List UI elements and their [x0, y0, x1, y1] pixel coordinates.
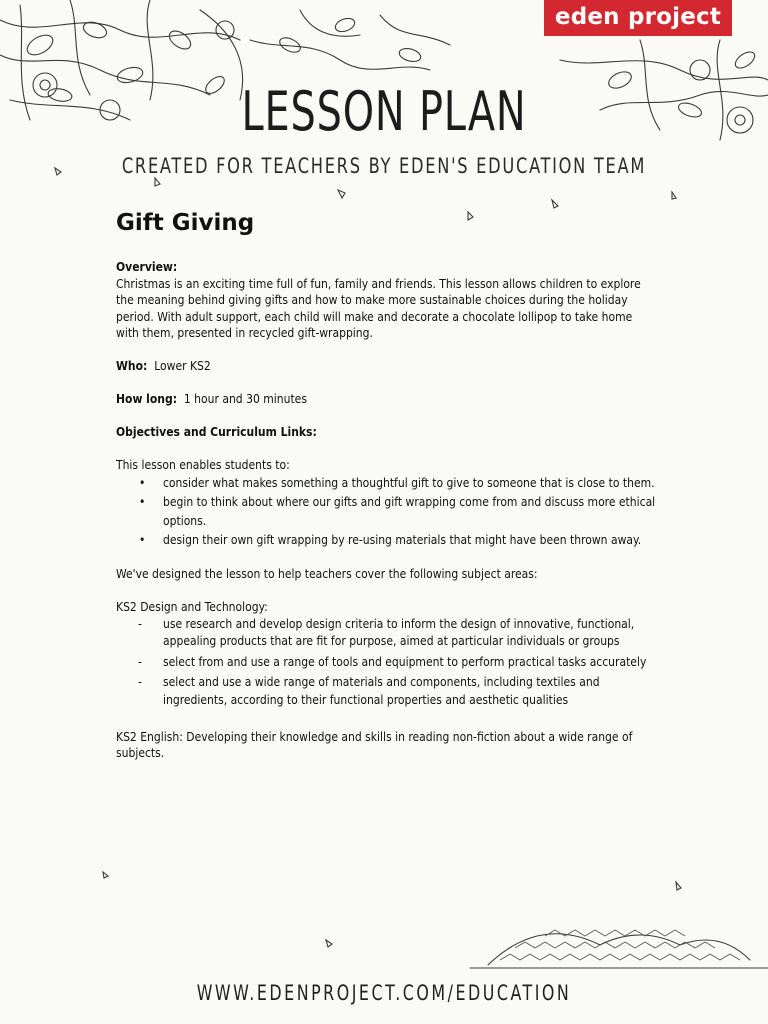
who-line	[116, 358, 656, 375]
list-item: - select from and use a range of tools and equipment to perform practical tasks accurately	[138, 654, 647, 669]
objectives-list	[116, 474, 656, 550]
eden-project-logo: eden project	[544, 0, 732, 36]
dt-heading: KS2 Design and Technology:	[116, 600, 268, 614]
objectives-heading: Objectives and Curriculum Links:	[116, 425, 317, 439]
page-subtitle: CREATED FOR TEACHERS BY EDEN'S EDUCATION TEAM	[121, 154, 647, 178]
who-value: Lower KS2	[154, 359, 211, 373]
how-long-label: How long:	[116, 392, 178, 406]
enables-intro: This lesson enables students to:	[116, 458, 290, 472]
overview-label: Overview:	[116, 260, 178, 274]
list-item: - select and use a wide range of materials and components, including textiles and ingredients, according to their functional properties and aesthetic qualities	[138, 675, 600, 707]
list-item: • consider what makes something a thoughtful gift to give to someone that is close to them.	[139, 475, 655, 490]
list-item: - use research and develop design criteria to inform the design of innovative, functional, appealing products that are fit for purpose, aimed at particular individuals or groups	[138, 616, 635, 648]
list-item: • begin to think about where our gifts and gift wrapping come from and discuss more ethical options.	[139, 494, 656, 528]
lesson-content	[116, 205, 656, 762]
lesson-name: Gift Giving	[116, 210, 255, 236]
footer-url[interactable]: WWW.EDENPROJECT.COM/EDUCATION	[196, 981, 572, 1005]
subjects-intro: We've designed the lesson to help teachers cover the following subject areas:	[116, 567, 538, 581]
how-long-value: 1 hour and 30 minutes	[183, 392, 307, 406]
list-item: • design their own gift wrapping by re-using materials that might have been thrown away.	[139, 532, 642, 547]
dt-list	[116, 616, 656, 710]
page-title: LESSON PLAN	[241, 80, 527, 143]
english-text: KS2 English: Developing their knowledge and skills in reading non-fiction about a wide range of subjects.	[116, 729, 633, 760]
how-long-line	[116, 391, 656, 408]
overview-text: Christmas is an exciting time full of fun, family and friends. This lesson allows children to explore the meaning behind giving gifts and how to make more sustainable choices during the holiday period. With adult support, each child will make and decorate a chocolate lollipop to take home with them, presented in recycled gift-wrapping.	[116, 276, 641, 340]
who-label: Who:	[116, 359, 148, 373]
